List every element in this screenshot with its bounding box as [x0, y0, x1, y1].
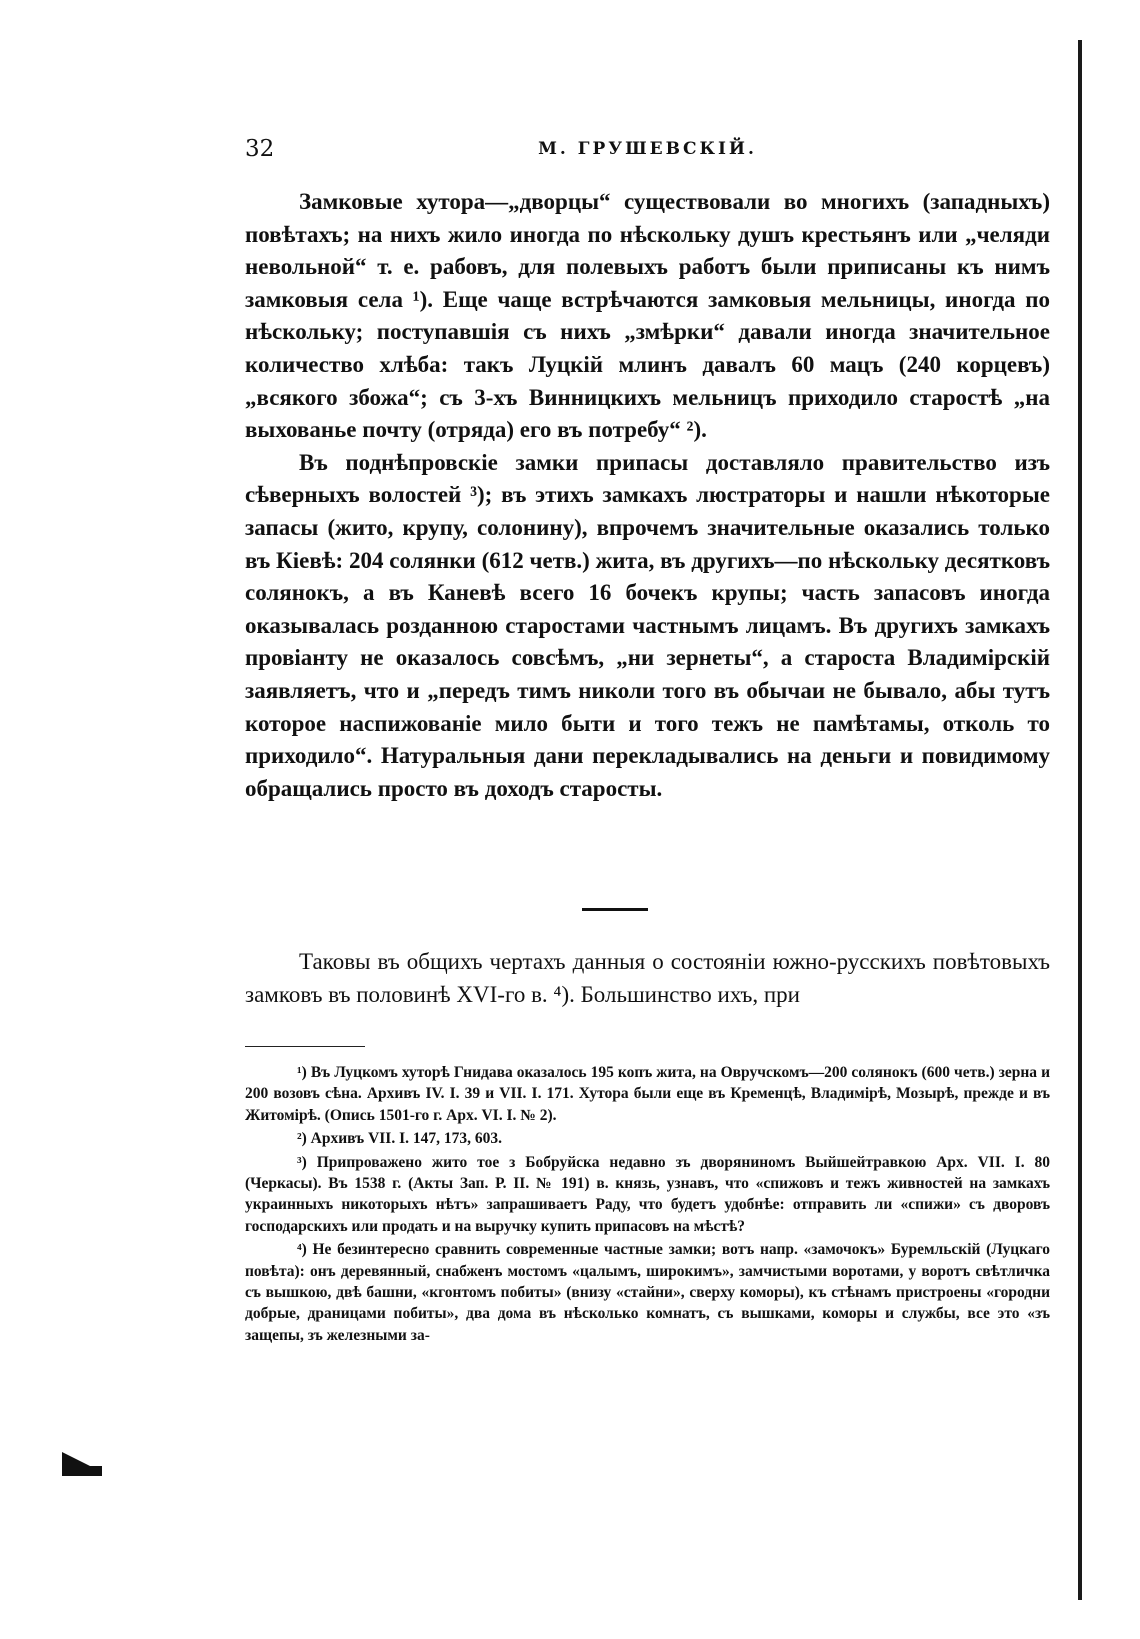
page-header [245, 136, 1050, 170]
footnote-1: ¹) Въ Луцкомъ хуторѣ Гнидава оказалось 195 копъ жита, на Овручскомъ—200 солянокъ (600 четв.) зерна и 200 возовъ сѣна. Архивъ IV. I. 39 и VII. I. 171. Хутора были еще въ Кременцѣ, Владимірѣ, Мозырѣ, прежде и въ Житомірѣ. (Опись 1501-го г. Арх. VI. I. № 2). [245, 1064, 1050, 1124]
footnote-2: ²) Архивъ VII. I. 147, 173, 603. [297, 1130, 502, 1148]
footnotes [245, 1062, 1050, 1348]
paragraph-summary: Таковы въ общихъ чертахъ данныя о состояніи южно-русскихъ повѣтовыхъ замковъ въ половинѣ XVI-го в. ⁴). Большинство ихъ, при [245, 949, 1050, 1007]
closing-text [245, 945, 1050, 1011]
paragraph-dnieper-castles: Въ поднѣпровскіе замки припасы доставляло правительство изъ сѣверныхъ волостей ³); въ этихъ замкахъ люстраторы и нашли нѣкоторые запасы (жито, крупу, солонину), впрочемъ значительные оказались только въ Кіевѣ: 204 солянки (612 четв.) жита, въ другихъ—по нѣскольку десятковъ солянокъ, а въ Каневѣ всего 16 бочекъ крупы; часть запасовъ иногда оказывалась розданною старостами частнымъ лицамъ. Въ другихъ замкахъ провіанту не оказалось совсѣмъ, „ни зернеты“, а староста Владимірскій заявляетъ, что и „передъ тимъ николи того въ обычаи не бывало, абы тутъ которое наспижованіе мило быти и того тежъ не памѣтамы, отколь то приходило“. Натуральныя дани перекладывались на деньги и повидимому обращались просто въ доходъ старосты. [245, 449, 1050, 801]
section-divider [582, 908, 648, 911]
page-number: 32 [245, 136, 275, 162]
main-text [245, 186, 1050, 805]
scan-corner-mark-base [62, 1466, 102, 1476]
footnote-4: ⁴) Не безинтересно сравнить современные частные замки; вотъ напр. «замочокъ» Буремльскій (Луцкаго повѣта): онъ деревянный, снабженъ мостомъ «цалымъ, широкимъ», замчистыми воротами, у воротъ свѣтличка съ вышкою, двѣ башни, «кгонтомъ побиты» (внизу «стайни», сверху коморы), къ стѣнамъ пристроены «городни добрые, драницами побиты», два дома въ нѣсколько комнатъ, съ вышками, коморы и службы, все это «зъ защепы, зъ железными за- [245, 1241, 1050, 1344]
page-edge-border [1078, 40, 1082, 1600]
footnote-separator [245, 1046, 365, 1047]
running-head: М. ГРУШЕВСКІЙ. [538, 139, 757, 159]
footnote-3: ³) Припроважено жито тое з Бобруйска недавно зъ дворяниномъ Выйшейтравкою Арх. VII. I. 80 (Черкасы). Въ 1538 г. (Акты Зап. Р. II. № 191) в. князь, узнавъ, что «спижовъ и тежъ живностей на замкахъ украинныхъ никоторыхъ нѣтъ» запрашиваетъ Раду, что будетъ удобнѣе: отправить ли «спижи» съ дворовъ господарскихъ или продать и на выручку купить припасовъ на мѣстѣ? [245, 1153, 1050, 1235]
paragraph-castle-farms: Замковые хутора—„дворцы“ существовали во многихъ (западныхъ) повѣтахъ; на нихъ жило иногда по нѣскольку душъ крестьянъ или „челяди невольной“ т. е. рабовъ, для полевыхъ работъ были приписаны къ нимъ замковыя села ¹). Еще чаще встрѣчаются замковыя мельницы, иногда по нѣскольку; поступавшія съ нихъ „змѣрки“ давали иногда значительное количество хлѣба: такъ Луцкій млинъ давалъ 60 мацъ (240 корцевъ) „всякого збожа“; съ 3-хъ Винницкихъ мельницъ приходило старостѣ „на выхованье почту (отряда) его въ потребу“ ²). [245, 189, 1050, 443]
